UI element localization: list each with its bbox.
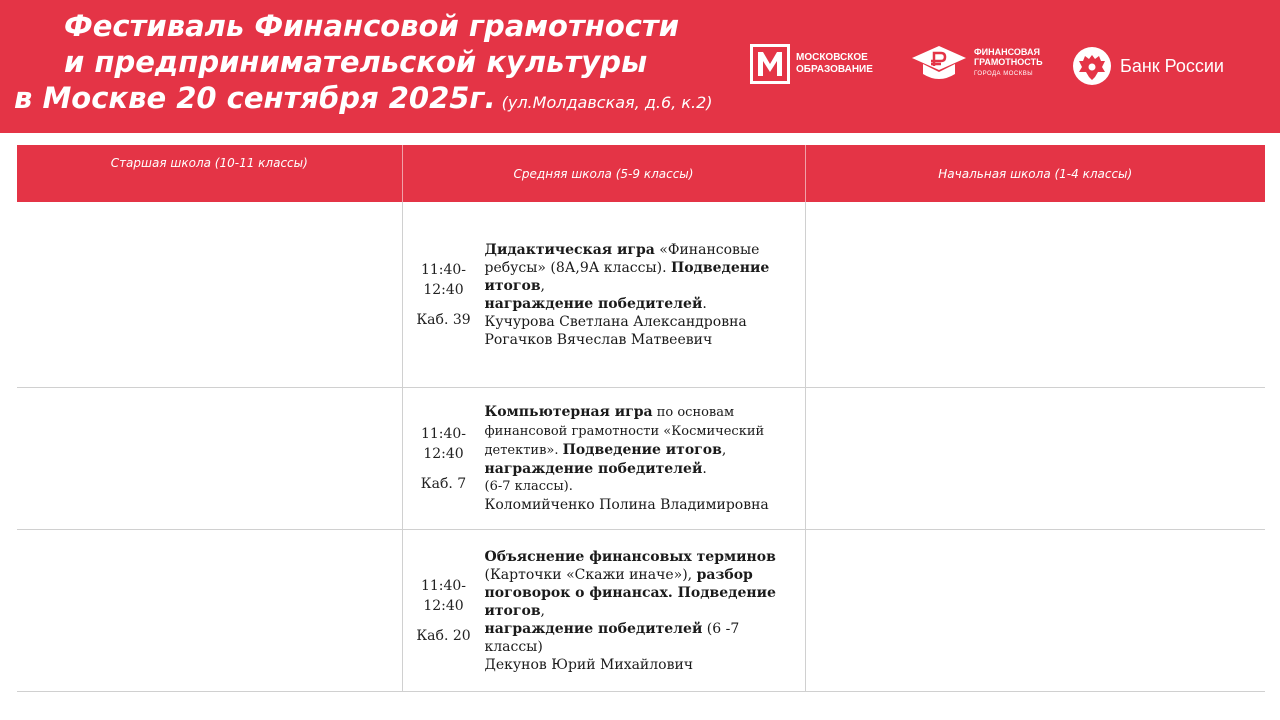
event-details: (Карточки «Скажи иначе»),	[484, 566, 697, 583]
event-award: награждение победителей	[484, 620, 703, 637]
column-header-primary: Начальная школа (1-4 классы)	[805, 145, 1265, 202]
primary-cell	[805, 530, 1265, 692]
time-start: 11:40-	[420, 425, 467, 442]
presenter: Рогачков Вячеслав Матвеевич	[484, 331, 713, 348]
senior-cell	[17, 202, 402, 388]
award-tail: (6 -7 классы)	[484, 620, 740, 655]
mos-line-1: МОСКОВСКОЕ	[796, 52, 868, 63]
senior-cell	[17, 530, 402, 692]
time-start: 11:40-	[420, 261, 467, 278]
room-label: Каб. 7	[420, 475, 467, 492]
fin-line-3: ГОРОДА МОСКВЫ	[974, 71, 1034, 77]
time-end: 12:40	[423, 281, 464, 298]
presenter: Кучурова Светлана Александровна	[484, 313, 747, 330]
presenter: Коломийченко Полина Владимировна	[484, 497, 769, 513]
title-line-1: Фестиваль Финансовой грамотности	[64, 9, 680, 43]
time-block	[403, 424, 485, 494]
event-summary: Подведение итогов	[484, 259, 770, 294]
page-title	[0, 8, 745, 121]
senior-cell	[17, 388, 402, 530]
time-end: 12:40	[423, 597, 464, 614]
event-summary: Подведение итогов	[562, 442, 722, 458]
address: (ул.Молдавская, д.6, к.2)	[501, 93, 713, 112]
event-extra: разбор поговорок о финансах. Подведение итогов	[484, 566, 776, 619]
title-date: в Москве 20 сентября 2025г.	[14, 81, 496, 115]
event-description	[485, 548, 805, 674]
table-row	[17, 202, 1265, 388]
header-banner	[0, 0, 1280, 133]
presenter: Декунов Юрий Михайлович	[484, 656, 694, 673]
table-row	[17, 388, 1265, 530]
event-description	[485, 403, 805, 514]
comma: ,	[721, 442, 727, 458]
event-award: награждение победителей	[484, 461, 703, 477]
moscow-education-icon	[750, 44, 790, 84]
title-line-3	[0, 80, 745, 121]
fin-line-2: ГРАМОТНОСТЬ	[974, 57, 1043, 67]
award-tail: .	[702, 295, 707, 312]
column-header-senior: Старшая школа (10-11 классы)	[17, 145, 402, 202]
middle-cell	[402, 202, 805, 388]
table-row	[17, 530, 1265, 692]
room-label: Каб. 20	[416, 627, 471, 644]
financial-literacy-logo	[910, 44, 1043, 82]
time-block	[403, 576, 485, 646]
room-label: Каб. 39	[416, 311, 471, 328]
event-title: Дидактическая игра	[484, 241, 655, 258]
comma: ,	[540, 602, 545, 619]
moscow-education-logo	[750, 44, 873, 84]
event-title: Компьютерная игра	[484, 404, 653, 420]
event-title: Объяснение финансовых терминов	[484, 548, 776, 565]
schedule-table	[17, 145, 1265, 692]
middle-cell	[402, 388, 805, 530]
event-details: по основам финансовой грамотности «Космический детектив».	[484, 405, 765, 458]
middle-cell	[402, 530, 805, 692]
time-end: 12:40	[423, 445, 464, 462]
table-header-row	[17, 145, 1265, 202]
primary-cell	[805, 388, 1265, 530]
comma: ,	[540, 277, 545, 294]
event-award: награждение победителей	[484, 295, 703, 312]
bank-of-russia-logo	[1072, 46, 1224, 86]
award-tail: .	[702, 461, 707, 477]
title-line-2: и предпринимательской культуры	[64, 45, 648, 79]
time-start: 11:40-	[420, 577, 467, 594]
mos-line-2: ОБРАЗОВАНИЕ	[796, 64, 873, 75]
fin-line-1: ФИНАНСОВАЯ	[974, 47, 1040, 57]
time-block	[403, 260, 485, 330]
event-details: «Финансовые ребусы» (8А,9А классы).	[484, 241, 760, 276]
bank-of-russia-name: Банк России	[1120, 55, 1224, 76]
column-header-middle: Средняя школа (5-9 классы)	[402, 145, 805, 202]
double-headed-eagle-icon	[1072, 46, 1112, 86]
grades-label: (6-7 классы).	[484, 479, 573, 494]
primary-cell	[805, 202, 1265, 388]
graduation-cap-ruble-icon	[910, 44, 968, 82]
event-description	[485, 241, 805, 349]
